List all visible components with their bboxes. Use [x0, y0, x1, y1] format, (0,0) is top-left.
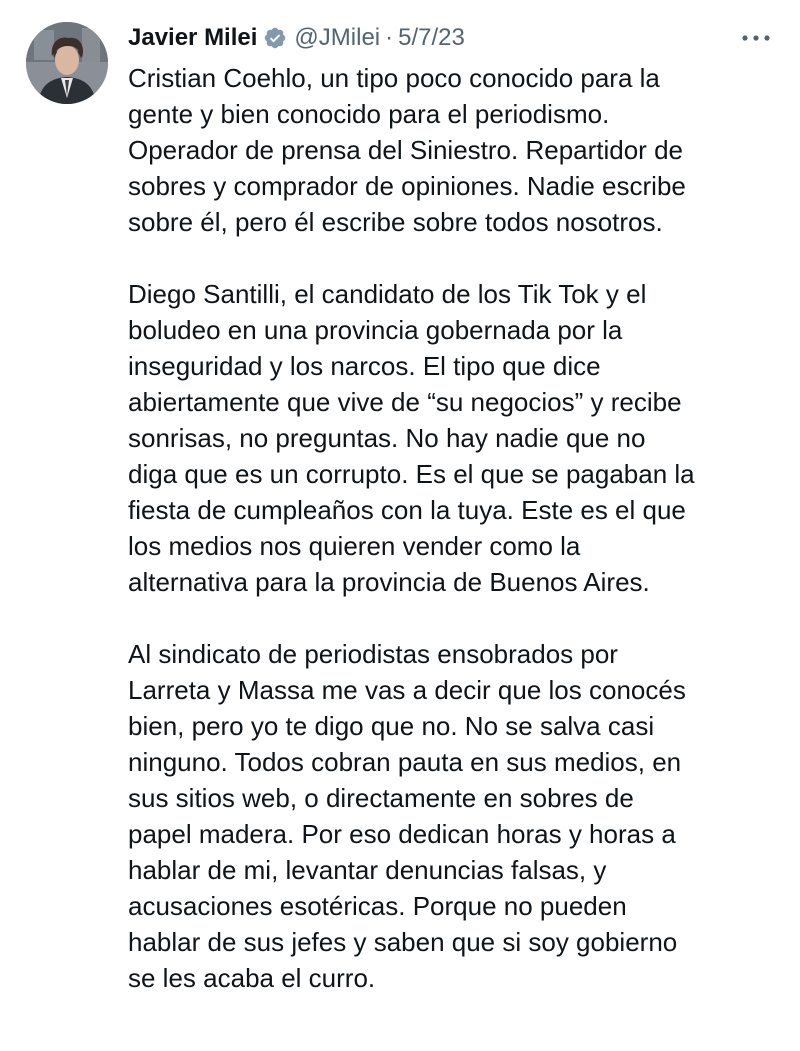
author-handle[interactable]: @JMilei — [294, 24, 381, 51]
tweet-header — [128, 20, 776, 56]
tweet-text-line: Al sindicato de periodistas ensobrados por — [128, 639, 618, 669]
tweet-text-line: papel madera. Por eso dedican horas y horas a — [128, 819, 676, 849]
tweet-text-line: sus sitios web, o directamente en sobres de — [128, 783, 634, 813]
tweet-text-line: ninguno. Todos cobran pauta en sus medios, en — [128, 747, 682, 777]
author-name[interactable]: Javier Milei — [128, 24, 258, 51]
tweet-text-line: fiesta de cumpleaños con la tuya. Este es el que — [128, 495, 686, 525]
tweet-text-line: Diego Santilli, el candidato de los Tik Tok y el — [128, 279, 647, 309]
tweet-text-line: sobres y comprador de opiniones. Nadie escribe — [128, 171, 686, 201]
tweet-paragraph — [128, 60, 776, 240]
tweet-text-line: diga que es un corrupto. Es el que se pagaban la — [128, 459, 695, 489]
tweet-text-line: se les acaba el curro. — [128, 963, 376, 993]
tweet-text-line: boludeo en una provincia gobernada por la — [128, 315, 623, 345]
tweet-text-line: Cristian Coehlo, un tipo poco conocido para la — [128, 63, 660, 93]
tweet-date[interactable]: 5/7/23 — [398, 24, 465, 51]
separator-dot: · — [385, 24, 394, 51]
tweet-text-line: alternativa para la provincia de Buenos Aires. — [128, 567, 650, 597]
avatar-image — [26, 22, 108, 104]
tweet-text-line: inseguridad y los narcos. El tipo que dice — [128, 351, 601, 381]
tweet-text-line: hablar de sus jefes y saben que si soy gobierno — [128, 927, 678, 957]
tweet-paragraph — [128, 276, 776, 600]
verified-badge-icon — [263, 26, 287, 50]
avatar[interactable] — [26, 22, 108, 104]
tweet-text-line: hablar de mi, levantar denuncias falsas, y — [128, 855, 607, 885]
tweet-text-line: abiertamente que vive de “su negocios” y recibe — [128, 387, 682, 417]
tweet-text-line: bien, pero yo te digo que no. No se salva casi — [128, 711, 655, 741]
tweet-text-line: Larreta y Massa me vas a decir que los conocés — [128, 675, 686, 705]
tweet-text-line: gente y bien conocido para el periodismo. — [128, 99, 610, 129]
tweet-text-line: acusaciones esotéricas. Porque no pueden — [128, 891, 627, 921]
tweet-text — [128, 60, 776, 1032]
tweet-text-line: sonrisas, no preguntas. No hay nadie que no — [128, 423, 646, 453]
more-options-icon[interactable] — [736, 23, 776, 53]
tweet-text-line: Operador de prensa del Siniestro. Repartidor de — [128, 135, 683, 165]
tweet-paragraph — [128, 636, 776, 996]
tweet-text-line: los medios nos quieren vender como la — [128, 531, 581, 561]
tweet-text-line: sobre él, pero él escribe sobre todos nosotros. — [128, 207, 663, 237]
